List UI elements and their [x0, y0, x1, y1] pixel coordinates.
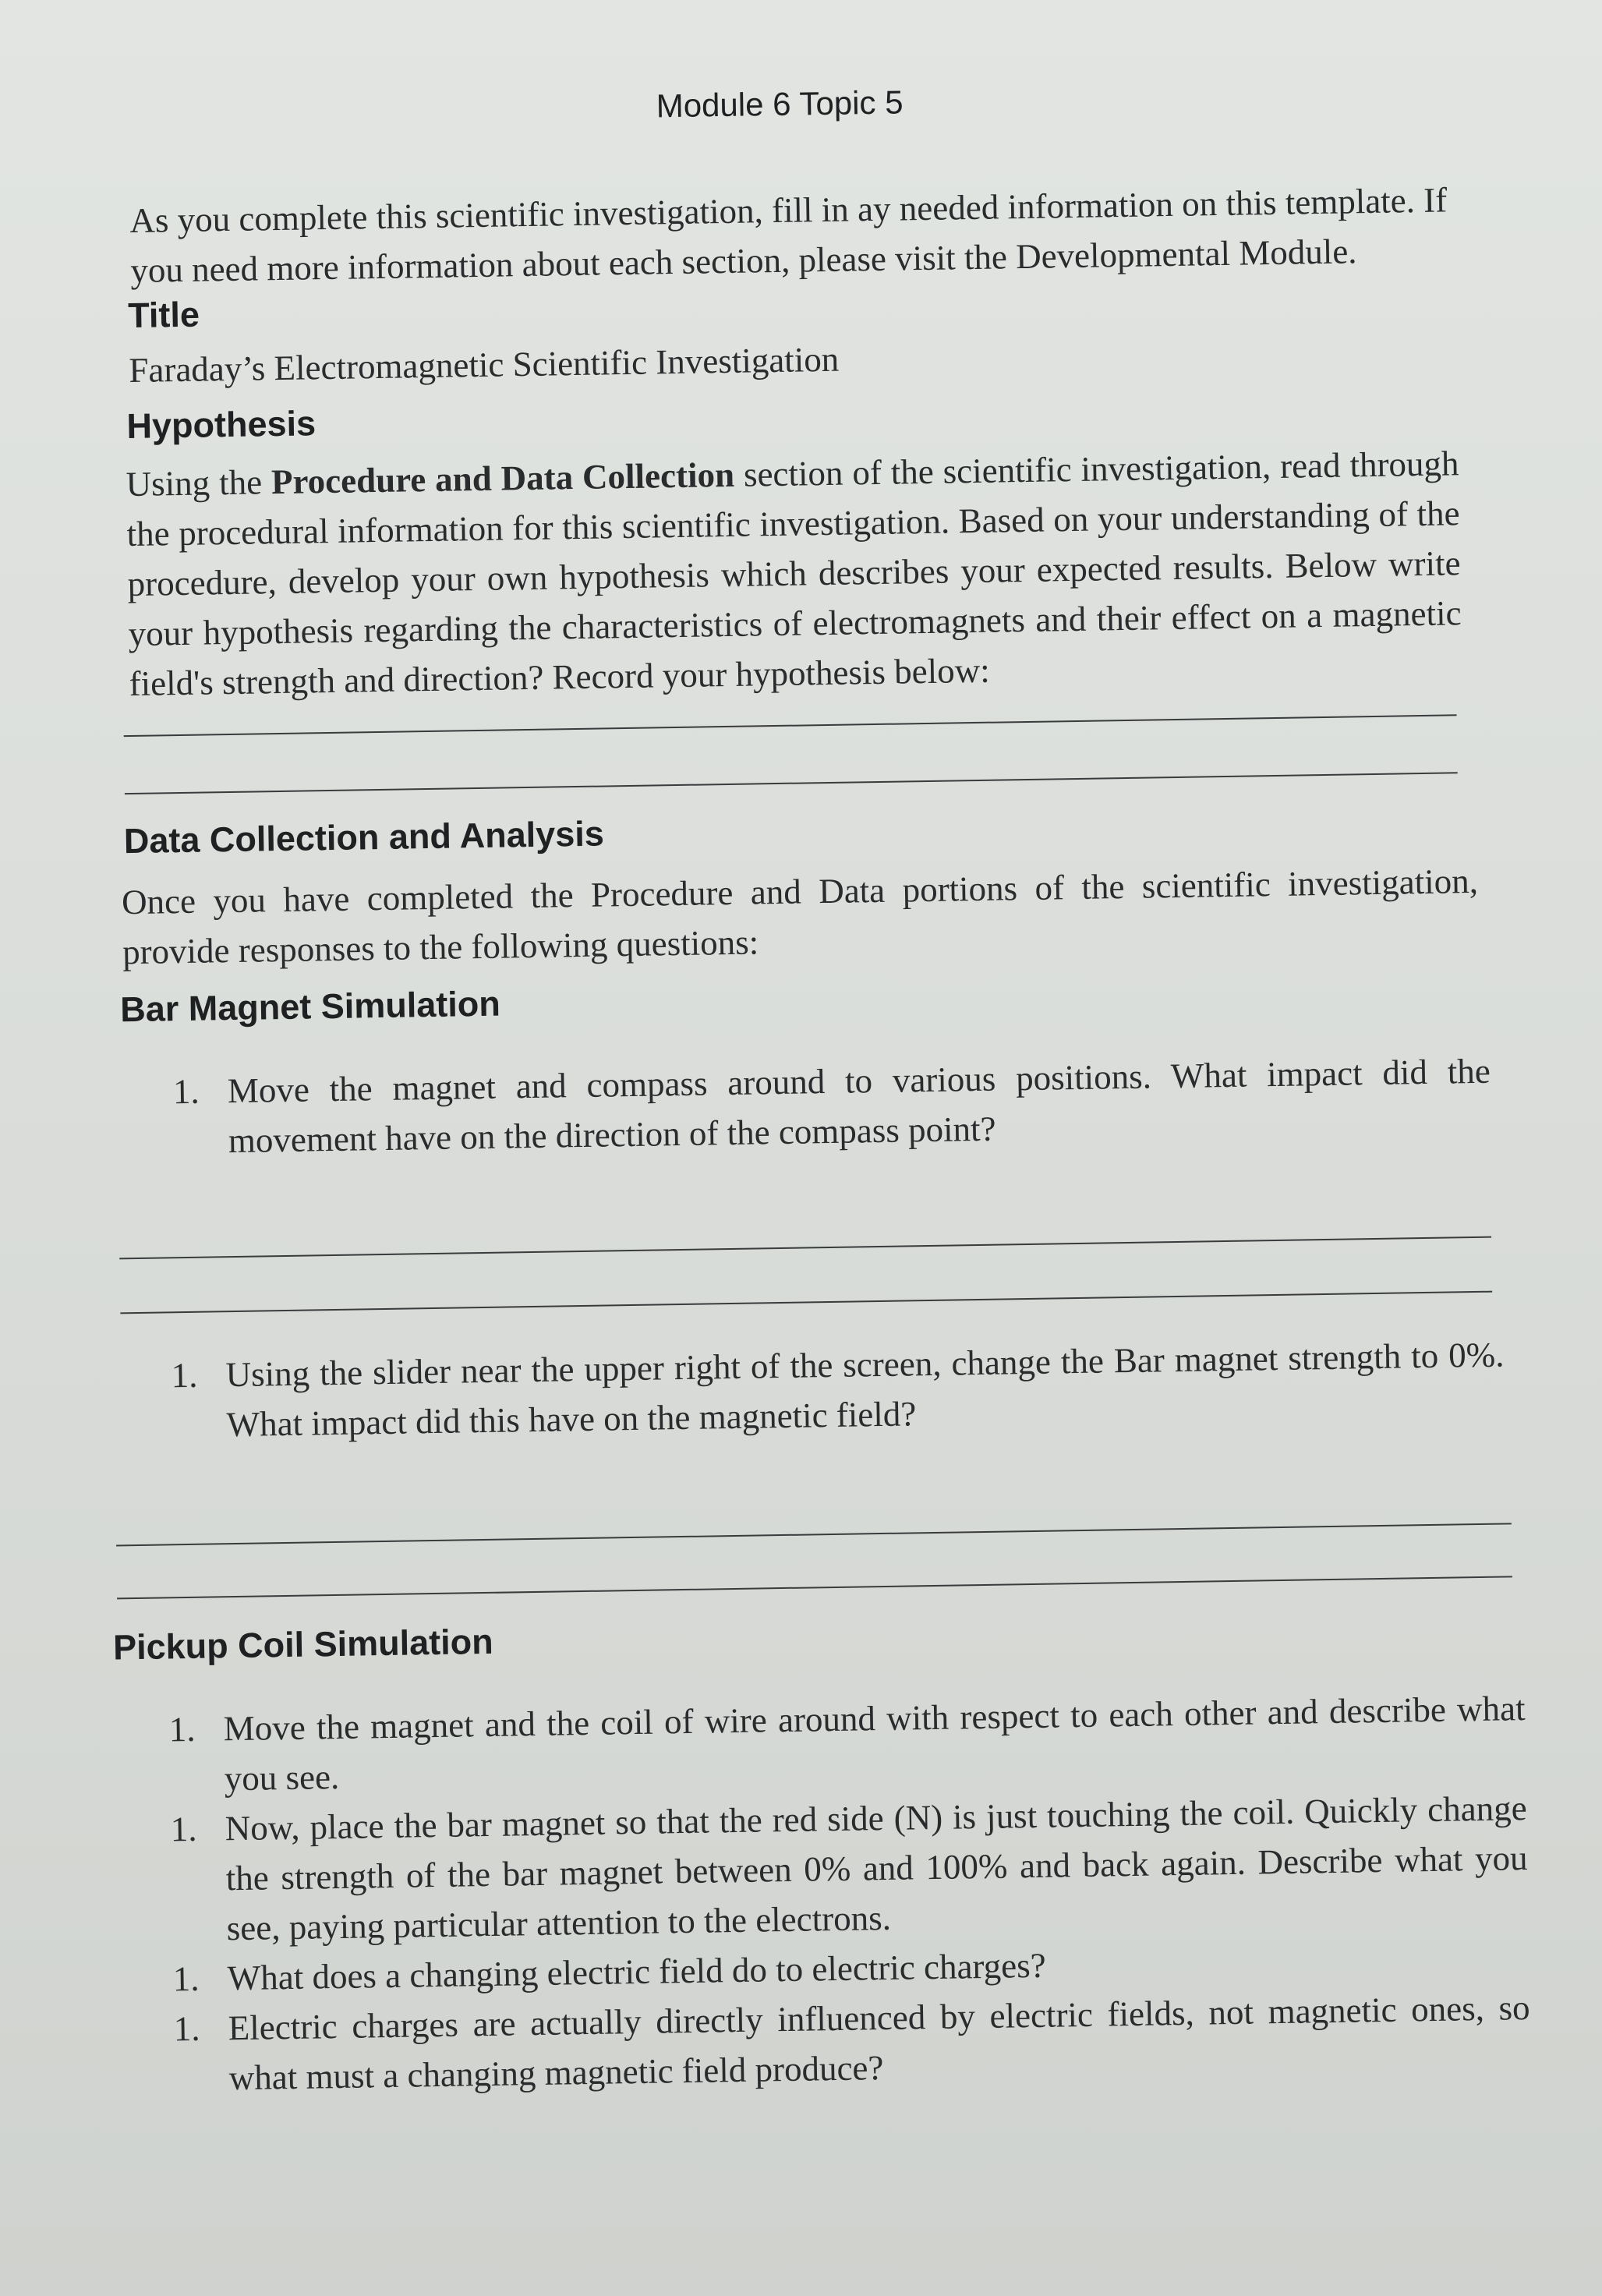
question-number: 1. — [170, 1809, 197, 1849]
question-text: What does a changing electric field do to electric charges? — [227, 1945, 1046, 1998]
question-number: 1. — [168, 1709, 196, 1749]
bar-magnet-question-list — [172, 1046, 1491, 1167]
hypothesis-heading: Hypothesis — [126, 403, 317, 447]
question-number: 1. — [173, 2008, 200, 2049]
list-item — [171, 1329, 1505, 1450]
question-text: Move the magnet and compass around to various positions. What impact did the movement have on the direction of the compass point? — [227, 1051, 1491, 1161]
question-text: Electric charges are actually directly influenced by electric fields, not magnetic ones, so what must a changing magnetic field produce? — [228, 1988, 1530, 2098]
list-item — [170, 1783, 1529, 1954]
title-value: Faraday’s Electromagnetic Scientific Investigation — [128, 339, 840, 390]
question-number: 1. — [171, 1355, 198, 1396]
answer-line[interactable] — [120, 1291, 1492, 1314]
question-text: Using the slider near the upper right of the screen, change the Bar magnet strength to 0%. What impact did this have on the magnetic field? — [225, 1335, 1505, 1445]
question-number: 1. — [172, 1071, 200, 1112]
hypothesis-answer-line[interactable] — [124, 714, 1457, 737]
title-heading: Title — [127, 294, 200, 336]
hypothesis-paragraph — [126, 438, 1462, 709]
data-collection-intro: Once you have completed the Procedure and Data portions of the scientific investigation, provide responses to the following questions: — [121, 861, 1479, 972]
list-item — [172, 1046, 1491, 1167]
list-item — [173, 1983, 1531, 2103]
pickup-coil-question-list — [168, 1683, 1531, 2103]
hypothesis-bold-text: Procedure and Data Collection — [271, 455, 735, 502]
pickup-coil-heading: Pickup Coil Simulation — [112, 1621, 493, 1668]
question-number: 1. — [172, 1958, 200, 1999]
question-text: Now, place the bar magnet so that the red side (N) is just touching the coil. Quickly change the strength of the bar magnet between 0% and 100% and back again. Describe what you see, paying particular attention to the electrons. — [225, 1788, 1528, 1948]
hypothesis-text-start: Using the — [126, 462, 272, 504]
hypothesis-answer-line[interactable] — [125, 772, 1458, 794]
intro-paragraph: As you complete this scientific investigation, fill in ay needed information on this template. If you need more information about each section, please visit the Developmental Module. — [129, 180, 1448, 290]
data-collection-heading: Data Collection and Analysis — [123, 813, 605, 861]
answer-line[interactable] — [119, 1236, 1491, 1260]
question-text: Move the magnet and the coil of wire around with respect to each other and describe what you see. — [223, 1689, 1526, 1799]
bar-magnet-question-list — [171, 1329, 1505, 1450]
hypothesis-text-end: section of the scientific investigation, read through the procedural information for this scientific investigation. Based on your understanding of the procedure, develop your own hypothesis which describes your expected results. Below write your hypothesis regarding the characteristics of electromagnets and their effect on a magnetic field's strength and direction? Record your hypothesis below: — [126, 444, 1462, 704]
answer-line[interactable] — [116, 1523, 1512, 1546]
bar-magnet-heading: Bar Magnet Simulation — [119, 983, 501, 1030]
page-header: Module 6 Topic 5 — [656, 83, 904, 125]
answer-line[interactable] — [117, 1576, 1512, 1599]
